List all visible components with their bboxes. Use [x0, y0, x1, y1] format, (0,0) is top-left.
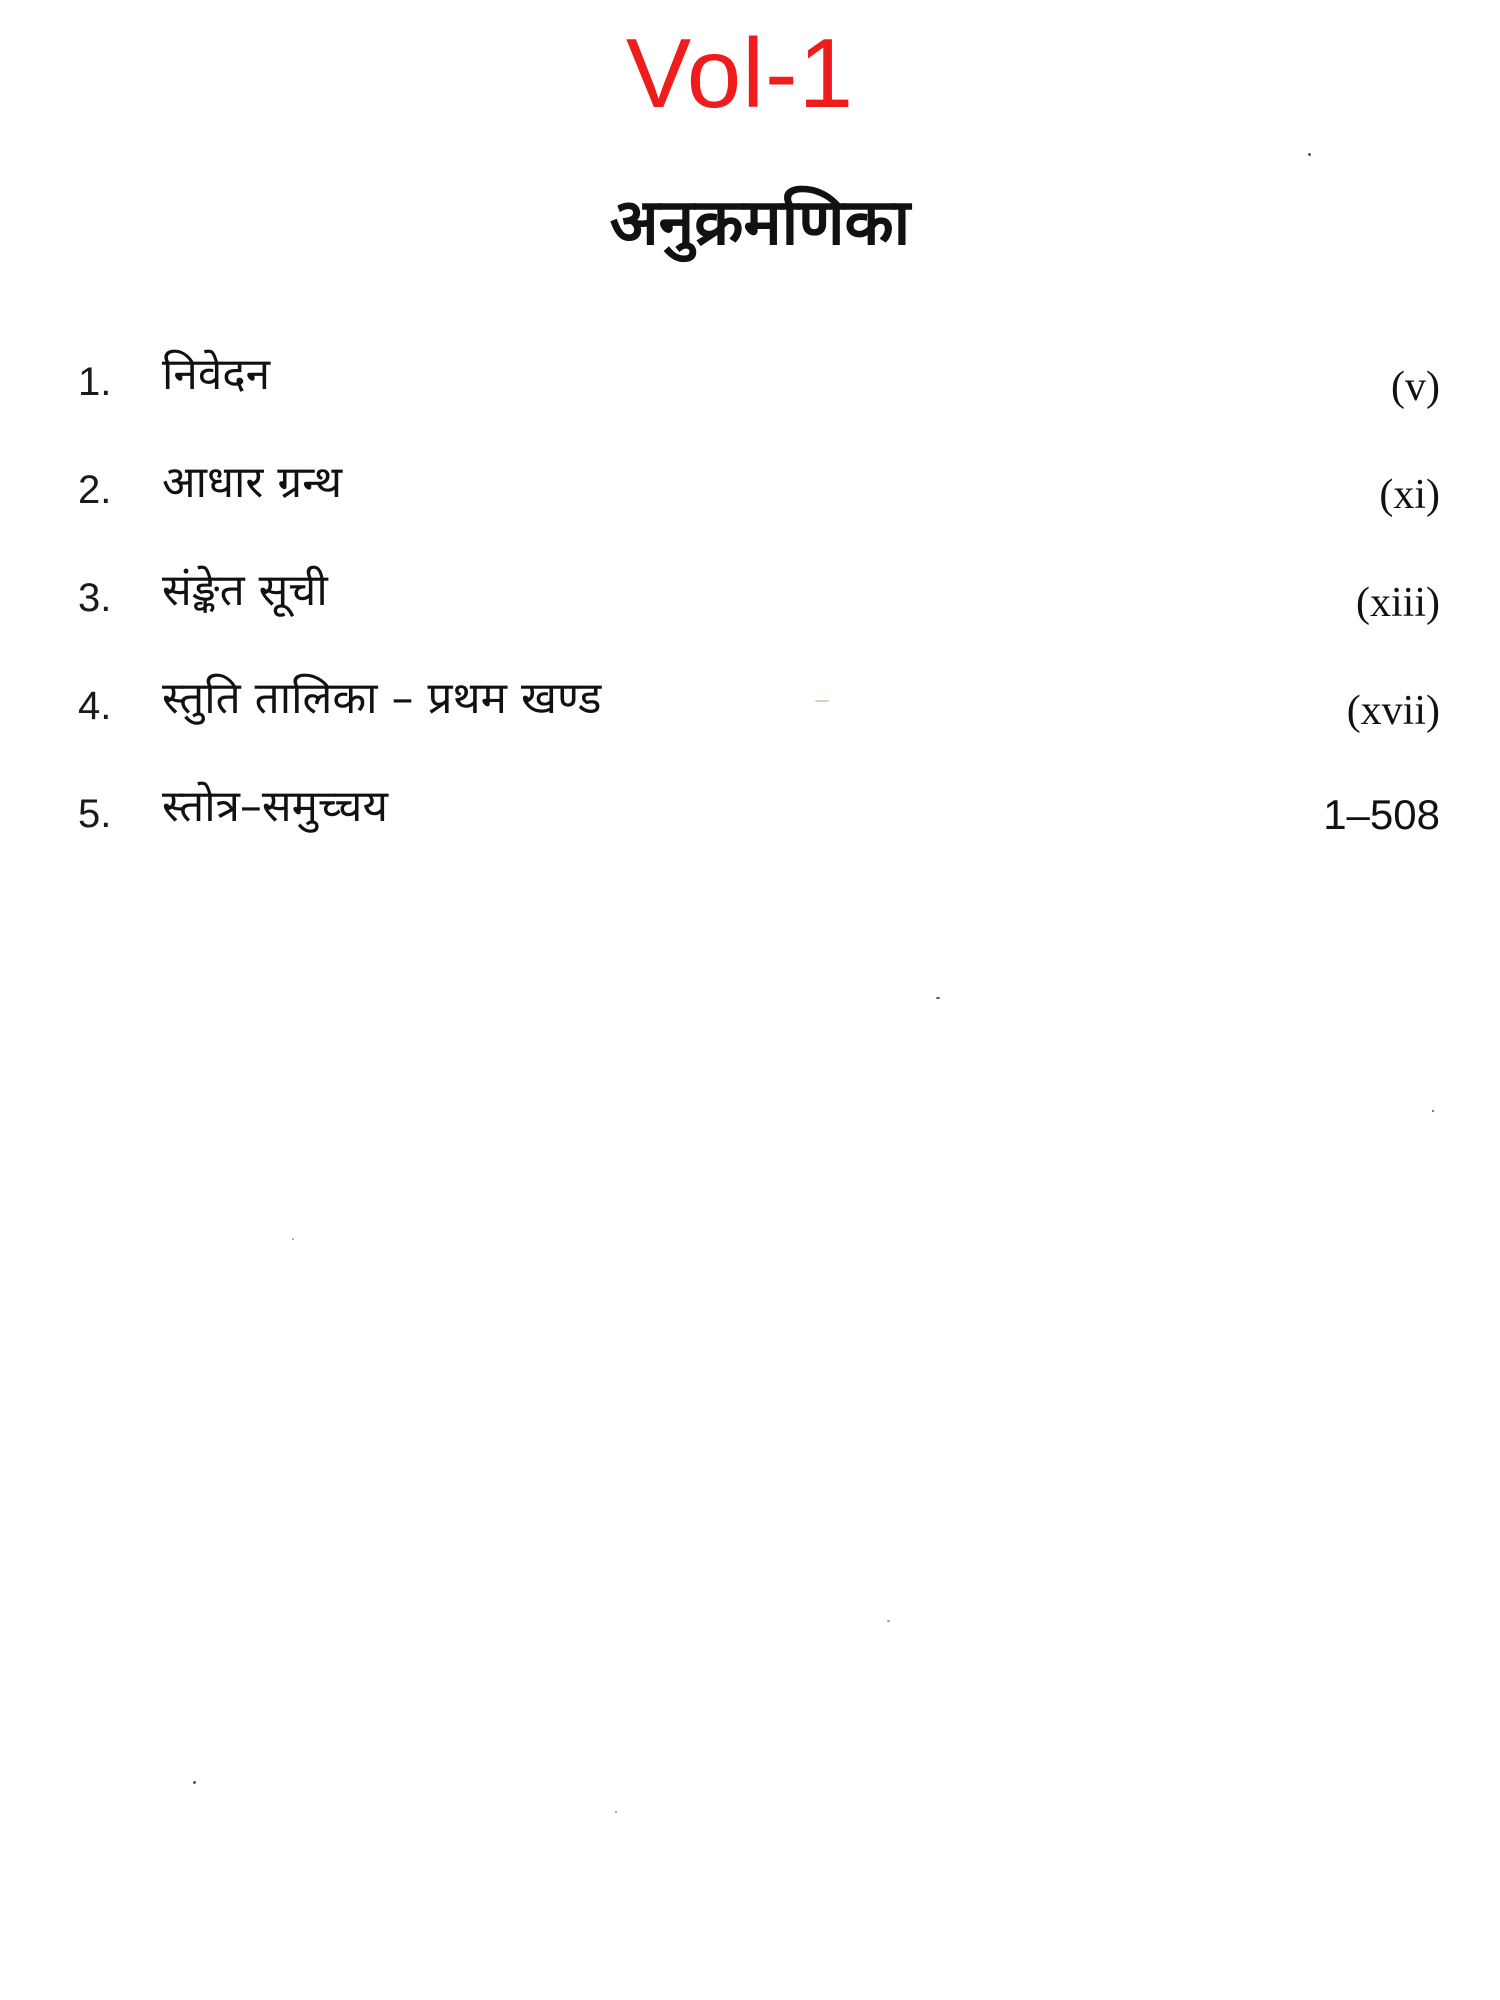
toc-entry-number: 5. [78, 792, 112, 836]
scan-speck [815, 700, 829, 702]
scan-speck [1308, 153, 1311, 156]
toc-entry-title: संङ्केत सूची [162, 565, 328, 616]
toc-title: अनुक्रमणिका [609, 186, 911, 260]
toc-list [70, 345, 1440, 885]
toc-entry [70, 777, 1440, 885]
scan-speck [936, 997, 940, 999]
scan-speck [887, 1620, 890, 1622]
toc-entry-number: 1. [78, 360, 112, 404]
toc-entry-title: स्तोत्र–समुच्चय [162, 781, 388, 832]
volume-label: Vol-1 [625, 18, 855, 128]
toc-entry-page: (xi) [1379, 472, 1440, 518]
toc-entry-page: (xiii) [1356, 580, 1440, 626]
toc-entry-number: 4. [78, 684, 112, 728]
toc-entry-number: 2. [78, 468, 112, 512]
toc-entry-page: 1–508 [1323, 791, 1440, 838]
scan-speck [292, 1238, 294, 1240]
toc-entry-number: 3. [78, 576, 112, 620]
toc-entry [70, 345, 1440, 453]
toc-entry-page: (v) [1391, 364, 1440, 410]
toc-entry-page: (xvii) [1346, 688, 1440, 734]
toc-entry [70, 453, 1440, 561]
toc-entry [70, 561, 1440, 669]
toc-entry-title: आधार ग्रन्थ [162, 457, 343, 508]
toc-entry-title: निवेदन [162, 349, 271, 400]
toc-entry [70, 669, 1440, 777]
scan-speck [193, 1781, 196, 1784]
toc-entry-title: स्तुति तालिका – प्रथम खण्ड [162, 673, 602, 724]
scan-speck [615, 1811, 617, 1813]
scan-speck [1432, 1110, 1434, 1112]
